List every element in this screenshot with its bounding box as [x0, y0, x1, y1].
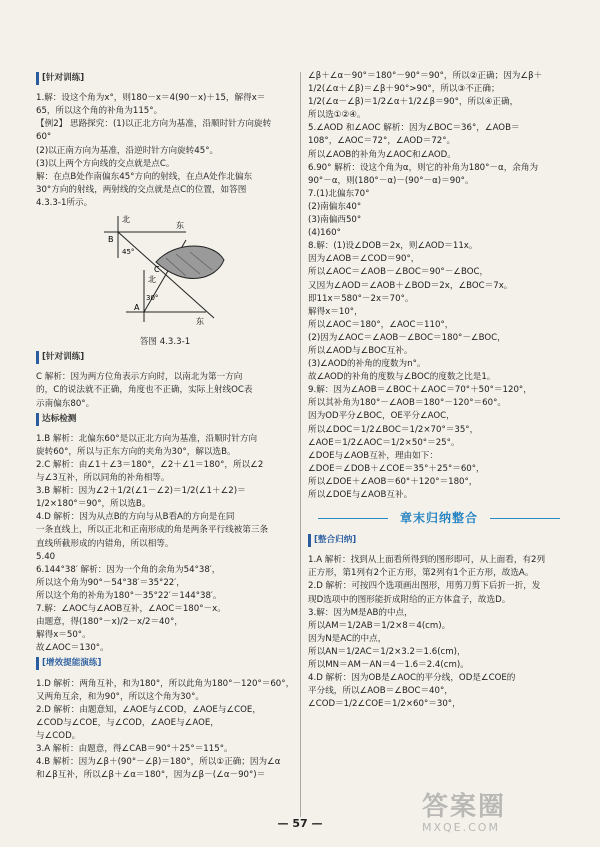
- text-line: 所以MN＝AM－AN＝4－1.6＝2.4(cm)。: [308, 660, 469, 671]
- chapter-rule-left: [318, 518, 388, 519]
- text-line: 与∠COD。: [36, 730, 81, 741]
- text-line: 108°，∠AOC＝72°，∠AOD＝72°。: [308, 136, 456, 147]
- text-line: 5.∠AOD 和∠AOC 解析：因为∠BOC＝36°，∠AOB＝: [308, 123, 520, 134]
- text-line: 旋转60°，所以与正东方向的夹角为30°，解以选B。: [36, 446, 236, 457]
- text-line: 6.90° 解析：设这个角为α，则它的补角为180°－α，余角为: [308, 162, 539, 173]
- section-header: [增效提能演练]: [36, 657, 101, 670]
- east-label-b: 东: [176, 221, 184, 231]
- text-line: ∠COD与∠COE，与∠COD，∠AOE与∠AOE，: [36, 717, 219, 728]
- chapter-rule-right: [490, 518, 560, 519]
- column-divider: [300, 72, 301, 817]
- text-line: (2)南偏东40°: [308, 201, 362, 212]
- text-line: 即11x＝580°－2x＝70°。: [308, 293, 414, 304]
- text-line: 由题意，得(180°－x)/2－x/2＝40°，: [36, 617, 183, 628]
- watermark: [422, 786, 572, 838]
- angle-30-label: 30°: [146, 294, 159, 303]
- text-line: 9.解：因为∠AOB＝∠BOC＋∠AOC＝70°＋50°＝120°，: [308, 385, 532, 396]
- text-line: (3)以上两个方向线的交点就是点C。: [36, 158, 175, 169]
- direction-figure: [36, 210, 294, 338]
- text-line: 所以∠DOC＝1/2∠BOC＝1/2×70°＝35°，: [308, 424, 479, 435]
- page-number: — 57 —: [277, 817, 323, 830]
- text-line: (3)南偏西50°: [308, 215, 362, 226]
- text-line: ∠DOE＝∠DOB＋∠COE＝35°＋25°＝60°，: [308, 463, 485, 474]
- chapter-title: 章末归纳整合: [399, 511, 478, 526]
- text-line: 65，所以这个角的补角为115°。: [36, 106, 163, 117]
- section-header: 达标检测: [36, 413, 76, 426]
- text-line: 8.解：(1)设∠DOB＝2x，则∠AOD＝11x。: [308, 241, 478, 252]
- text-line: 所以AN＝1/2AC＝1/2×3.2＝1.6(cm)，: [308, 646, 466, 657]
- text-line: 所以其补角为180°－∠AOB＝180°－120°＝60°。: [308, 398, 506, 409]
- text-line: 1.A 解析：找到从上面看所得到的图形即可，从上面看，有2列: [308, 555, 546, 566]
- text-line: 所以∠AOB的补角为∠AOC和∠AOD。: [308, 149, 456, 160]
- text-line: 示南偏东80°。: [36, 398, 95, 409]
- text-line: 3.B 解析：因为∠2＋1/2(∠1－∠2)＝1/2(∠1＋∠2)＝: [36, 486, 246, 497]
- text-line: 因为OD平分∠BOC，OE平分∠AOC，: [308, 411, 455, 422]
- text-line: 2.D 解析：由题意知，∠AOE与∠COD，∠AOE与∠COE，: [36, 704, 261, 715]
- text-line: 6.144°38′ 解析：因为一个角的余角为54°38′，: [36, 564, 221, 575]
- text-line: 解：在点B处作南偏东45°方向的射线，在点A处作北偏东: [36, 171, 253, 182]
- text-line: 故∠AOD的补角的度数与∠BOC的度数之比是1。: [308, 372, 496, 383]
- angle-45-label: 45°: [122, 248, 135, 257]
- text-line: 所以∠DOE与∠AOB互补。: [308, 490, 413, 500]
- text-line: 所以这个角的补角为180°－35°22′＝144°38′。: [36, 590, 222, 601]
- text-line: 1/2(∠α－∠β)＝1/2∠α＋1/2∠β＝90°，所以④正确，: [308, 97, 519, 108]
- text-line: 2.D 解析：可按四个选项画出图形，用剪刀剪下后折一折，发: [308, 581, 541, 592]
- text-line: 4.3.3-1所示。: [36, 197, 93, 208]
- text-line: 所以AM＝1/2AB＝1/2×8＝4(cm)。: [308, 620, 451, 631]
- section-header: [针对训练]: [36, 72, 84, 85]
- text-line: 3.A 解析：由题意，得∠CAB＝90°＋25°＝115°。: [36, 744, 233, 755]
- text-line: 1.D 解析：两角互补，和为180°，所以此角为180°－120°＝60°，: [36, 678, 294, 689]
- point-a-label: A: [134, 303, 140, 313]
- direction-diagram: [96, 210, 236, 328]
- text-line: 1.解：设这个角为x°，则180－x＝4(90－x)＋15，解得x＝: [36, 93, 266, 104]
- text-line: 现D选项中的图形能折成附给的正方体盒子，故选D。: [308, 594, 511, 605]
- text-line: ∠AOE＝1/2∠AOC＝1/2×50°＝25°。: [308, 437, 460, 448]
- text-line: (2)以正南方向为基准，沿逆时针方向旋转45°。: [36, 145, 219, 156]
- text-line: 正方形，第1列有2个正方形，第2列有1个正方形，故选A。: [308, 568, 534, 579]
- text-line: ∠COD＝1/2∠COE＝1/2×60°＝30°，: [308, 699, 461, 710]
- text-line: (3)∠AOD的补角的度数为n°。: [308, 359, 426, 370]
- text-line: 所以这个角为90°－54°38′＝35°22′，: [36, 577, 185, 588]
- text-line: 和∠β互补，所以∠β＋∠α＝180°，因为∠β－(∠α－90°)＝: [36, 770, 266, 781]
- text-line: 直线所截形成的内错角，所以相等。: [36, 538, 174, 549]
- text-line: 7.(1)北偏东70°: [308, 188, 370, 199]
- text-line: 解得x＝50°。: [36, 630, 91, 641]
- left-text-block-after: [36, 349, 294, 782]
- left-column: [36, 70, 294, 782]
- text-line: 5.40: [36, 551, 56, 562]
- watermark-text: 答案圈: [422, 792, 507, 822]
- section-header: [整合归纳]: [308, 534, 356, 547]
- text-line: ∠DOE与∠AOB互补，理由如下：: [308, 450, 438, 461]
- text-line: 故∠AOC＝130°。: [36, 643, 109, 654]
- text-line: (2)因为∠AOC＝∠AOB－∠BOC＝180°－∠BOC，: [308, 332, 506, 343]
- text-line: 所以∠AOC＝180°，∠AOC＝110°，: [308, 319, 454, 330]
- left-text-block: [36, 70, 294, 210]
- text-line: 所以∠AOD与∠BOC互补。: [308, 345, 413, 356]
- text-line: 4.B 解析：因为∠β＋(90°－∠β)＝180°，所以①正确；因为∠α: [36, 757, 281, 768]
- section-header: [针对训练]: [36, 351, 84, 364]
- text-line: ∠β＋∠α－90°＝180°－90°＝90°，所以②正确；因为∠β＋: [308, 71, 543, 81]
- text-line: 2.C 解析：由∠1＋∠3＝180°，∠2＋∠1＝180°，所以∠2: [36, 459, 264, 470]
- text-line: 【例2】 思路探究：(1)以正北方向为基准，沿顺时针方向旋转: [36, 119, 272, 130]
- text-line: 60°: [36, 132, 52, 143]
- text-line: (4)160°: [308, 228, 341, 239]
- north-label-b: 北: [122, 215, 130, 225]
- text-line: 7.解：∠AOC与∠AOB互补，∠AOC＝180°－x。: [36, 604, 226, 614]
- text-line: 所以选①②④。: [308, 110, 366, 121]
- text-line: 因为N是AC的中点，: [308, 633, 387, 644]
- right-text-block-after: [308, 532, 570, 711]
- text-line: 90°－α，则(180°－α)－(90°－α)＝90°。: [308, 175, 474, 186]
- text-line: 一条直线上，所以正北和正南形成的角是两条平行线被第三条: [36, 525, 269, 536]
- chapter-title-bar: [308, 508, 570, 528]
- text-line: 平分线，所以∠AOB＝∠BOC＝40°，: [308, 686, 453, 697]
- text-line: 4.D 解析：因为从点B的方向与从B看A的方向是在同: [36, 512, 235, 523]
- text-line: 1/2(∠α＋∠β)＝∠β＋90°>90°，所以③不正确；: [308, 84, 500, 95]
- text-line: 解得x＝10°，: [308, 306, 363, 317]
- text-line: 的，C的说法就不正确，角度也不正确，实际上射线OC表: [36, 385, 253, 396]
- text-line: 又因为∠AOD＝∠AOB＋∠BOD＝2x，∠BOC＝7x。: [308, 280, 513, 291]
- text-line: C 解析：因为两方位角表示方向时，以南北为第一方向: [36, 372, 243, 383]
- text-line: 因为∠AOB＝∠COD＝90°，: [308, 254, 420, 265]
- text-line: 3.解：因为M是AB的中点，: [308, 607, 413, 618]
- text-line: 4.D 解析：因为OB是∠AOC的平分线，OD是∠COE的: [308, 673, 516, 684]
- watermark-url: MXQE.COM: [422, 821, 500, 834]
- right-text-block: [308, 70, 570, 502]
- point-b-label: B: [108, 235, 114, 245]
- text-line: 30°方向的射线，两射线的交点就是点C的位置，如答图: [36, 184, 247, 195]
- figure-caption: 答图 4.3.3-1: [139, 337, 191, 348]
- text-line: 与∠3互补，所以同角的补角相等。: [36, 473, 170, 484]
- text-line: 所以∠DOE＋∠AOB＝60°＋120°＝180°，: [308, 476, 478, 487]
- point-c-label: C: [154, 265, 160, 275]
- east-label-a: 东: [196, 317, 204, 327]
- right-column: [308, 70, 570, 711]
- text-line: 1/2×180°＝90°，所以选B。: [36, 499, 151, 510]
- text-line: 所以∠AOC＝∠AOB－∠BOC＝90°－∠BOC，: [308, 267, 489, 278]
- text-line: 1.B 解析：北偏东60°是以正北方向为基准，沿顺时针方向: [36, 433, 258, 444]
- text-line: 又两角互余，和为90°，所以这个角为30°。: [36, 691, 204, 702]
- north-label-a: 北: [148, 275, 156, 285]
